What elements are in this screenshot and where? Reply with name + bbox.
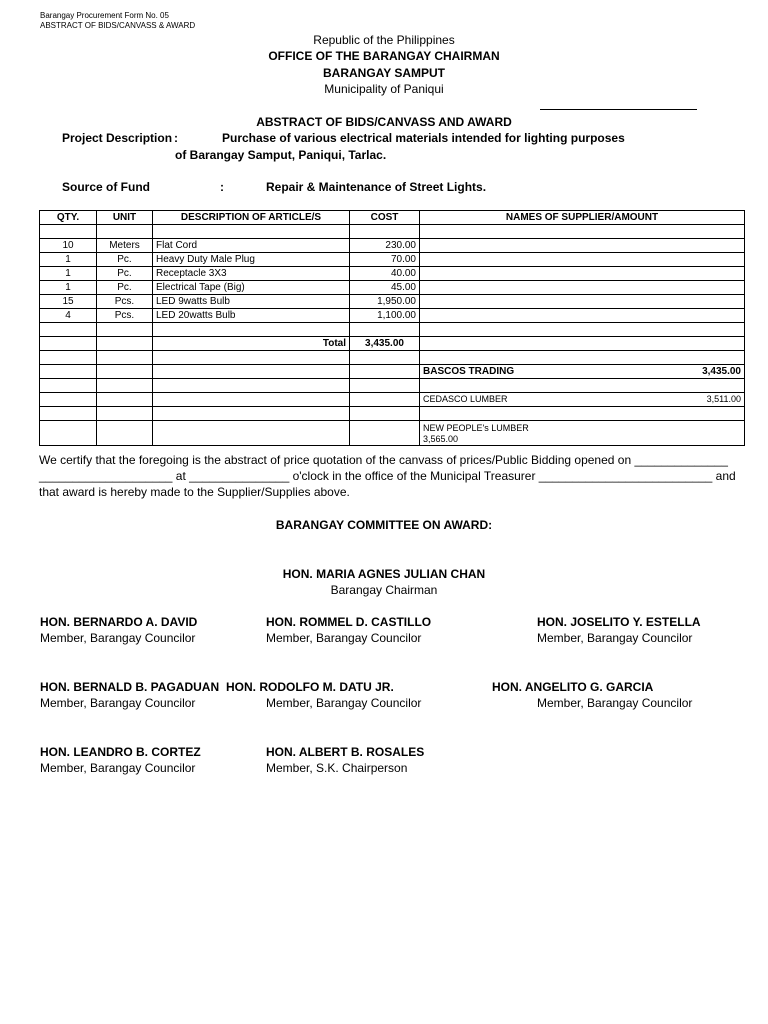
chair-role: Barangay Chairman <box>330 583 438 597</box>
supplier-amount: 3,435.00 <box>702 366 741 377</box>
fund-label: Source of Fund <box>62 180 150 194</box>
member-name: HON. ROMMEL D. CASTILLO <box>266 615 432 629</box>
item-unit: Pc. <box>97 281 153 295</box>
certification-line3: that award is hereby made to the Supplier/Supplies above. <box>39 485 350 499</box>
office-line: OFFICE OF THE BARANGAY CHAIRMAN <box>268 49 500 63</box>
republic-line: Republic of the Philippines <box>313 33 455 47</box>
table-row <box>40 309 745 323</box>
project-description-line1: Purchase of various electrical materials intended for lighting purposes <box>222 131 625 145</box>
member-role: Member, Barangay Councilor <box>40 696 196 710</box>
table-row <box>40 281 745 295</box>
header-description: DESCRIPTION OF ARTICLE/S <box>153 211 350 225</box>
item-description: Electrical Tape (Big) <box>153 281 350 295</box>
table-header-row <box>40 211 745 225</box>
header-suppliers: NAMES OF SUPPLIER/AMOUNT <box>420 211 745 225</box>
header-unit: UNIT <box>97 211 153 225</box>
table-row <box>40 323 745 337</box>
committee-heading: BARANGAY COMMITTEE ON AWARD: <box>275 518 493 532</box>
item-description: LED 9watts Bulb <box>153 295 350 309</box>
member-role: Member, Barangay Councilor <box>266 631 422 645</box>
item-qty: 1 <box>40 253 97 267</box>
table-row <box>40 253 745 267</box>
item-description: Receptacle 3X3 <box>153 267 350 281</box>
item-unit: Pcs. <box>97 309 153 323</box>
table-row <box>40 407 745 421</box>
item-unit: Pc. <box>97 267 153 281</box>
fund-colon: : <box>220 180 224 194</box>
supplier-name: BASCOS TRADING <box>423 366 515 377</box>
table-row <box>40 379 745 393</box>
item-cost: 1,100.00 <box>350 309 420 323</box>
form-title: ABSTRACT OF BIDS/CANVASS & AWARD <box>40 21 196 30</box>
member-role: Member, Barangay Councilor <box>537 631 693 645</box>
member-name: HON. ALBERT B. ROSALES <box>266 745 425 759</box>
abstract-table <box>39 210 745 446</box>
municipality-line: Municipality of Paniqui <box>324 82 444 96</box>
fund-value: Repair & Maintenance of Street Lights. <box>266 180 487 194</box>
project-label: Project Description <box>62 131 173 145</box>
member-name: HON. RODOLFO M. DATU JR. <box>226 680 394 694</box>
table-row <box>40 239 745 253</box>
certification-line1: We certify that the foregoing is the abstract of price quotation of the canvass of prices/Public Bidding opened on ______________ <box>39 453 728 467</box>
member-name: HON. JOSELITO Y. ESTELLA <box>537 615 701 629</box>
supplier-amount: 3,565.00 <box>423 434 459 444</box>
table-row <box>40 351 745 365</box>
item-unit: Meters <box>97 239 153 253</box>
project-colon: : <box>174 131 178 145</box>
supplier-row <box>40 365 745 379</box>
supplier-row <box>40 393 745 407</box>
header-cost: COST <box>350 211 420 225</box>
member-role: Member, Barangay Councilor <box>40 761 196 775</box>
chair-name: HON. MARIA AGNES JULIAN CHAN <box>282 567 486 581</box>
item-cost: 70.00 <box>350 253 420 267</box>
date-blank-line <box>540 109 697 110</box>
header-qty: QTY. <box>40 211 97 225</box>
table-row <box>40 225 745 239</box>
item-cost: 230.00 <box>350 239 420 253</box>
item-qty: 10 <box>40 239 97 253</box>
item-description: Flat Cord <box>153 239 350 253</box>
item-cost: 40.00 <box>350 267 420 281</box>
item-unit: Pcs. <box>97 295 153 309</box>
supplier-amount: 3,511.00 <box>706 394 741 404</box>
member-role: Member, Barangay Councilor <box>40 631 196 645</box>
total-row <box>40 337 745 351</box>
total-label: Total <box>153 337 350 351</box>
item-description: Heavy Duty Male Plug <box>153 253 350 267</box>
member-role: Member, Barangay Councilor <box>266 696 422 710</box>
supplier-row <box>40 421 745 446</box>
item-qty: 1 <box>40 267 97 281</box>
member-name: HON. LEANDRO B. CORTEZ <box>40 745 201 759</box>
form-number: Barangay Procurement Form No. 05 <box>40 11 169 20</box>
certification-line2: ____________________ at _______________ o'clock in the office of the Municipal Treasurer __________________________ and <box>39 469 736 483</box>
supplier-name: CEDASCO LUMBER <box>423 394 508 404</box>
item-description: LED 20watts Bulb <box>153 309 350 323</box>
member-name: HON. BERNARDO A. DAVID <box>40 615 198 629</box>
certification-text <box>39 452 744 500</box>
member-name: HON. ANGELITO G. GARCIA <box>492 680 654 694</box>
project-description-line2: of Barangay Samput, Paniqui, Tarlac. <box>175 148 387 162</box>
supplier-name: NEW PEOPLE's LUMBER <box>423 423 529 433</box>
item-qty: 4 <box>40 309 97 323</box>
table-row <box>40 295 745 309</box>
document-title: ABSTRACT OF BIDS/CANVASS AND AWARD <box>256 115 512 129</box>
member-name: HON. BERNALD B. PAGADUAN <box>40 680 220 694</box>
item-cost: 45.00 <box>350 281 420 295</box>
barangay-line: BARANGAY SAMPUT <box>322 66 445 80</box>
member-role: Member, Barangay Councilor <box>537 696 693 710</box>
item-cost: 1,950.00 <box>350 295 420 309</box>
item-qty: 15 <box>40 295 97 309</box>
table-row <box>40 267 745 281</box>
item-unit: Pc. <box>97 253 153 267</box>
total-value: 3,435.00 <box>350 337 420 351</box>
item-qty: 1 <box>40 281 97 295</box>
member-role: Member, S.K. Chairperson <box>266 761 408 775</box>
